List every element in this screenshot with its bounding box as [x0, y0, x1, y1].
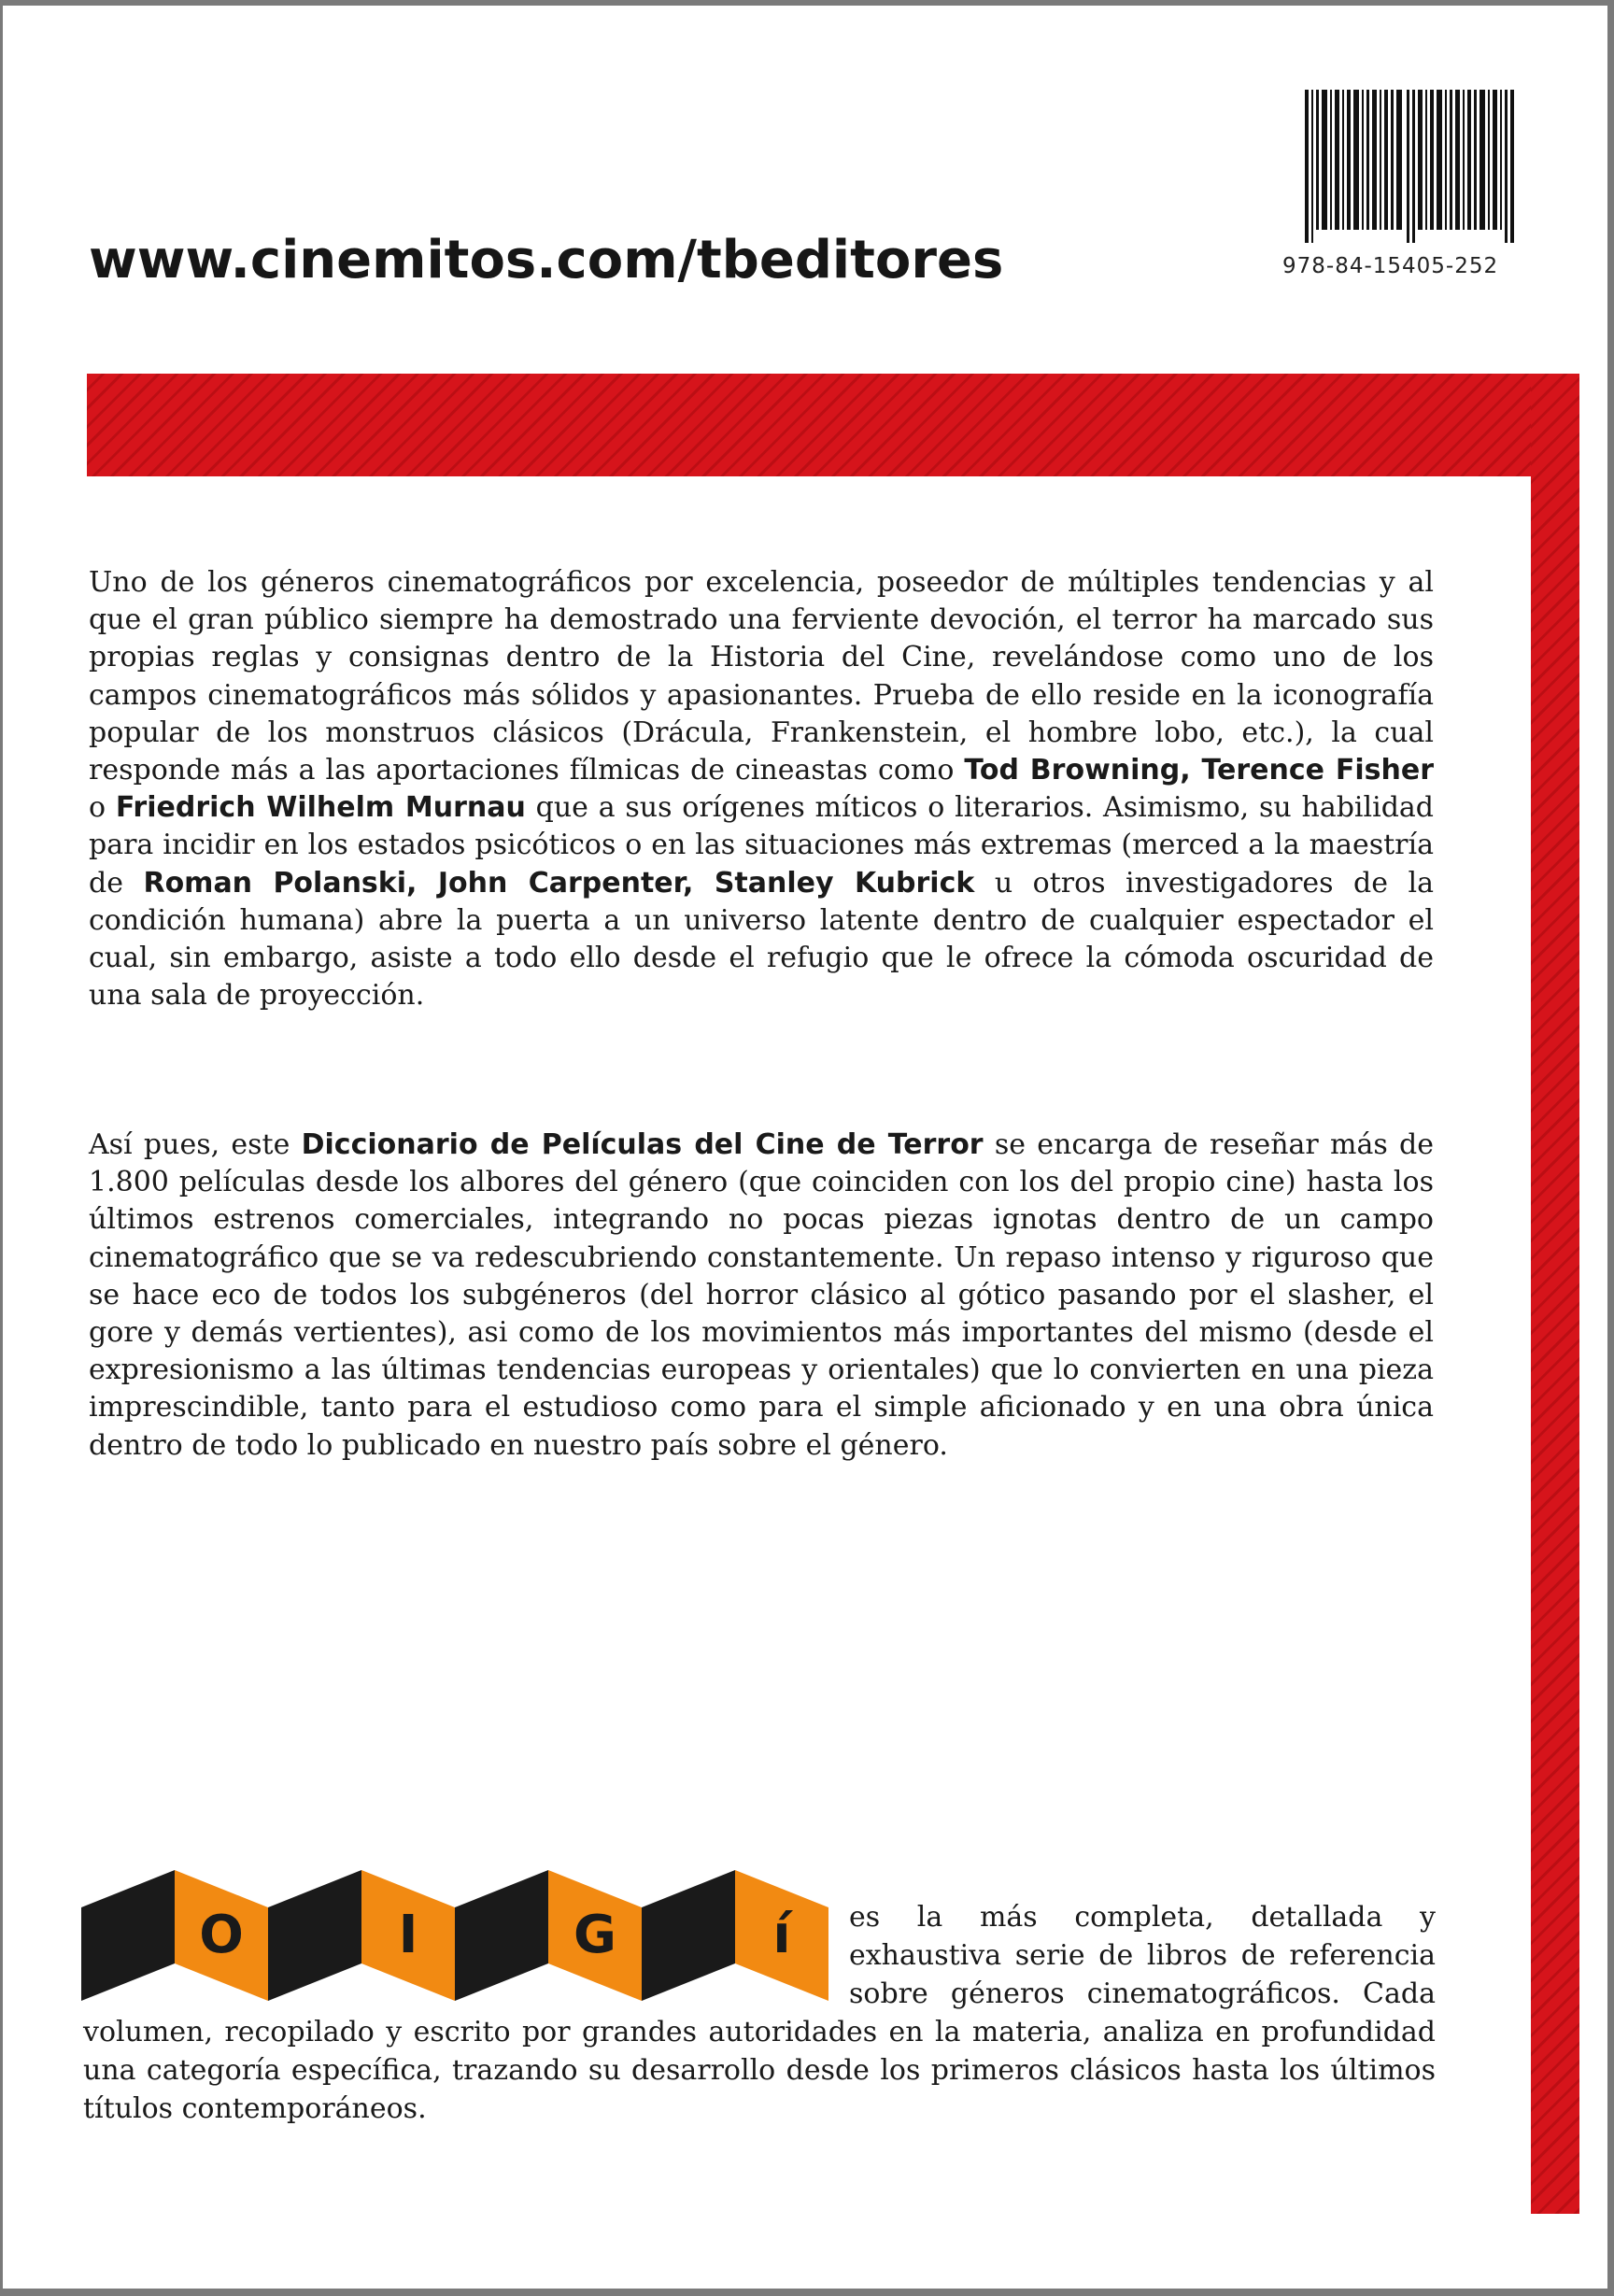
bold-name: Roman Polanski, John Carpenter, Stanley Kubrick — [143, 866, 975, 900]
logo-letter: O — [199, 1905, 244, 1965]
publisher-url: www.cinemitos.com/tbeditores — [89, 230, 1004, 291]
description-paragraph-2 — [89, 1127, 1434, 1465]
isbn-number: 978-84-15405-252 — [1282, 254, 1499, 278]
logo-letter: G — [573, 1905, 616, 1965]
series-description-text: es la más completa, detallada y exhaustiva serie de libros de referencia sobre géneros cinematográficos. Cada volumen, recopilado y escrito por grandes autoridades en la materia, analiza en profundidad una categoría específica, trazando su desarrollo desde los primeros clásicos hasta los últimos títulos contemporáneos. — [83, 1901, 1436, 2125]
text-run: o — [89, 791, 116, 825]
logo-letter: I — [398, 1905, 418, 1965]
series-section — [3, 1861, 1607, 2234]
bold-name: Friedrich Wilhelm Murnau — [115, 791, 526, 825]
barcode — [1305, 90, 1518, 243]
text-run: Así pues, este — [89, 1128, 302, 1161]
logo-letter: í — [772, 1905, 791, 1965]
book-back-cover — [3, 6, 1607, 2289]
red-decorative-band — [87, 374, 1535, 476]
text-run: Uno de los géneros cinematográficos por excelencia, poseedor de múltiples tendencias y al que el gran público siempre ha demostrado una ferviente devoción, el terror ha marcado sus propias reglas y consignas dentro de la Historia del Cine, revelándose como uno de los campos cinematográficos más sólidos y apasionantes. Prueba de ello reside en la iconografía popular de los monstruos clásicos (Drácula, Frankenstein, el hombre lobo, etc.), la cual responde más a las aportaciones fílmicas de cineastas como — [89, 566, 1434, 787]
bold-name: Diccionario de Películas del Cine de Terror — [301, 1128, 984, 1161]
series-description — [83, 1898, 1436, 2128]
text-run: u otros investigadores de la condición humana) abre la puerta a un universo latente dentro de cualquier espectador el cual, sin embargo, asiste a todo ello desde el refugio que le ofrece la cómoda oscuridad de una sala de proyección. — [89, 866, 1434, 1013]
text-run: que a sus orígenes míticos o literarios. Asimismo, su habilidad para incidir en los estados psicóticos o en las situaciones más extremas (merced a la maestría de — [89, 791, 1434, 900]
description-paragraph-1 — [89, 564, 1434, 1014]
text-run: se encarga de reseñar más de 1.800 películas desde los albores del género (que coinciden con los del propio cine) hasta los últimos estrenos comerciales, integrando no pocas piezas ignotas dentro de un campo cinematográfico que se va redescubriendo constantemente. Un repaso intenso y riguroso que se hace eco de todos los subgéneros (del horror clásico al gótico pasando por el slasher, el gore y demás vertientes), asi como de los movimientos más importantes del mismo (desde el expresionismo a las últimas tendencias europeas y orientales) que lo convierten en una pieza imprescindible, tanto para el estudioso como para el simple aficionado y en una obra única dentro de todo lo publicado en nuestro país sobre el género. — [89, 1128, 1434, 1462]
bold-name: Tod Browning, Terence Fisher — [964, 754, 1434, 787]
